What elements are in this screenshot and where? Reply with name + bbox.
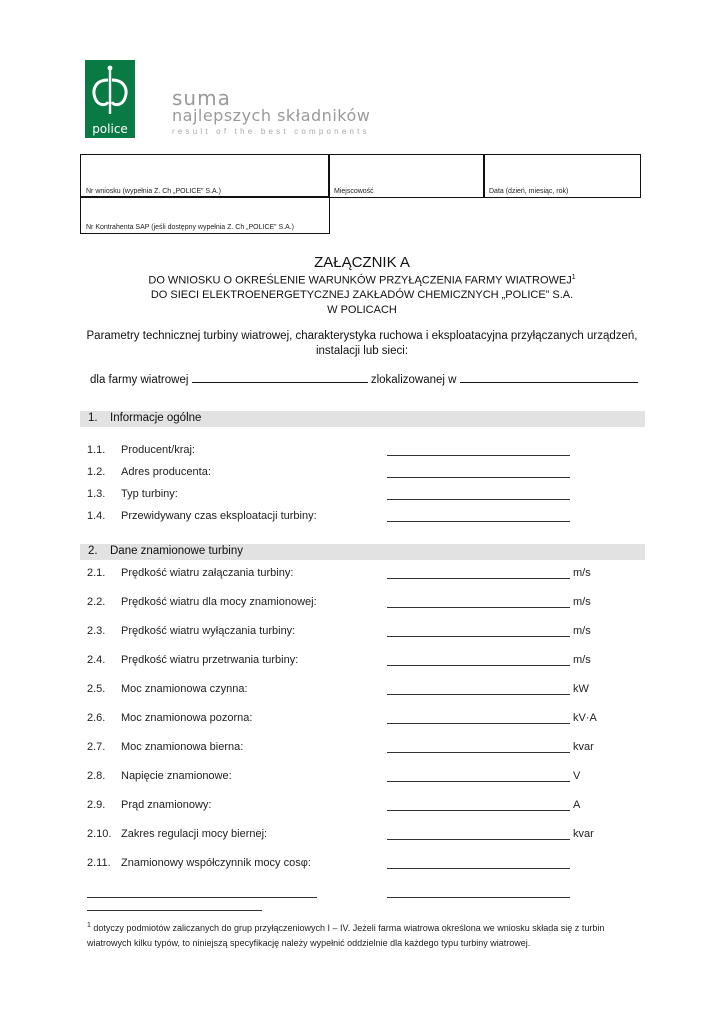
row-label: Moc znamionowa bierna: [121,741,244,753]
row-label: Prędkość wiatru dla mocy znamionowej: [121,596,317,608]
slogan-line-3: result of the best components [172,127,370,136]
form-row [0,488,724,504]
blank-label-line[interactable] [87,897,317,898]
subtitle-line-1-text: DO WNIOSKU O OKREŚLENIE WARUNKÓW PRZYŁĄCZENIA FARMY WIATROWEJ [148,274,572,287]
row-label: Prąd znamionowy: [121,799,212,811]
footnote-ref: 1 [571,274,576,281]
row-value-input[interactable] [387,607,570,608]
row-value-input[interactable] [387,477,570,478]
row-unit: kV·A [573,712,597,724]
slogan-line-2: najlepszych składników [172,106,371,125]
section-1-header [80,411,645,427]
footnote [87,918,647,951]
row-label: Zakres regulacji mocy biernej: [121,828,268,840]
row-unit: kW [573,683,589,695]
row-label: Prędkość wiatru załączania turbiny: [121,567,294,579]
logo-emblem-icon [85,60,135,138]
row-value-input[interactable] [387,839,570,840]
footnote-marker: 1 [87,922,91,929]
row-number: 2.7. [87,741,106,753]
form-row [0,741,724,757]
form-row [0,857,724,873]
row-number: 1.1. [87,444,106,456]
location-field[interactable] [328,154,485,198]
row-label: Prędkość wiatru wyłączania turbiny: [121,625,296,637]
sap-contractor-label: Nr Kontrahenta SAP (jeśli dostępny wypełnia Z. Ch „POLICE” S.A.) [86,224,295,231]
row-value-input[interactable] [387,455,570,456]
row-unit: m/s [573,596,591,608]
section-1-number: 1. [88,412,98,424]
row-number: 2.3. [87,625,106,637]
row-number: 2.5. [87,683,106,695]
row-value-input[interactable] [387,578,570,579]
footnote-separator [87,910,262,911]
row-number: 2.6. [87,712,106,724]
row-label: Napięcie znamionowe: [121,770,232,782]
row-value-input[interactable] [387,781,570,782]
location-label: Miejscowość [334,188,374,195]
row-number: 2.8. [87,770,106,782]
row-unit: kvar [573,741,594,753]
row-number: 1.4. [87,510,106,522]
slogan-line-1: suma [172,86,231,110]
request-number-label: Nr wniosku (wypełnia Z. Ch „POLICE” S.A.) [86,188,221,195]
row-number: 1.3. [87,488,106,500]
row-unit: kvar [573,828,594,840]
row-value-input[interactable] [387,499,570,500]
row-number: 1.2. [87,466,106,478]
row-value-input[interactable] [387,665,570,666]
form-row [0,770,724,786]
form-row [0,654,724,670]
row-number: 2.4. [87,654,106,666]
row-number: 2.2. [87,596,106,608]
farm-prefix: dla farmy wiatrowej [90,374,189,386]
row-number: 2.11. [87,857,111,869]
date-field[interactable] [483,154,641,198]
date-label: Data (dzień, miesiąc, rok) [489,188,569,195]
farm-line [90,372,638,386]
section-2-header [80,544,645,560]
logo-text: police [92,122,128,136]
row-value-input[interactable] [387,868,570,869]
form-row [0,596,724,612]
row-label: Przewidywany czas eksploatacji turbiny: [121,510,317,522]
row-value-input[interactable] [387,810,570,811]
form-row [0,828,724,844]
row-label: Typ turbiny: [121,488,178,500]
params-heading-line-1: Parametry technicznej turbiny wiatrowej, charakterystyka ruchowa i eksploatacyjna przyłączanych urządzeń, [86,330,638,342]
row-unit: A [573,799,581,811]
section-2-title: Dane znamionowe turbiny [110,545,243,557]
farm-name-input[interactable] [192,372,368,383]
farm-location-input[interactable] [460,372,638,383]
subtitle-line-2: DO SIECI ELEKTROENERGETYCZNEJ ZAKŁADÓW CHEMICZNYCH „POLICE” S.A. [150,289,574,301]
subtitle-line-3: W POLICACH [327,304,397,316]
footnote-text: dotyczy podmiotów zaliczanych do grup przyłączeniowych I – IV. Jeżeli farma wiatrowa określona we wniosku składa się z turbin wiatrowych kilku typów, to niniejszą specyfikację należy wypełnić oddzielnie dla każdego typu turbiny wiatrowej. [87,923,605,948]
row-label: Moc znamionowa pozorna: [121,712,253,724]
row-unit: m/s [573,567,591,579]
row-value-input[interactable] [387,636,570,637]
row-value-input[interactable] [387,723,570,724]
form-row [0,444,724,460]
sap-contractor-field[interactable] [80,196,330,234]
row-value-input[interactable] [387,752,570,753]
row-value-input[interactable] [387,694,570,695]
row-number: 2.1. [87,567,106,579]
row-number: 2.9. [87,799,106,811]
row-unit: V [573,770,581,782]
section-2-number: 2. [88,545,98,557]
row-label: Moc znamionowa czynna: [121,683,248,695]
subtitle-line-1 [0,274,724,287]
params-heading-line-2: instalacji lub sieci: [315,345,409,357]
row-value-input[interactable] [387,521,570,522]
page-title: ZAŁĄCZNIK A [314,254,410,271]
form-row [0,683,724,699]
form-row [0,625,724,641]
form-row [0,712,724,728]
form-row [0,567,724,583]
row-label: Adres producenta: [121,466,211,478]
row-number: 2.10. [87,828,112,840]
form-row [0,799,724,815]
company-logo [85,60,135,138]
form-row [0,510,724,526]
row-label: Znamionowy współczynnik mocy cosφ: [121,857,311,869]
row-label: Prędkość wiatru przetrwania turbiny: [121,654,299,666]
form-row [0,466,724,482]
farm-location-prefix: zlokalizowanej w [370,374,457,386]
section-1-title: Informacje ogólne [110,412,202,424]
blank-value-line[interactable] [387,897,570,898]
row-unit: m/s [573,625,591,637]
row-label: Producent/kraj: [121,444,195,456]
row-unit: m/s [573,654,591,666]
request-number-field[interactable] [80,154,330,198]
